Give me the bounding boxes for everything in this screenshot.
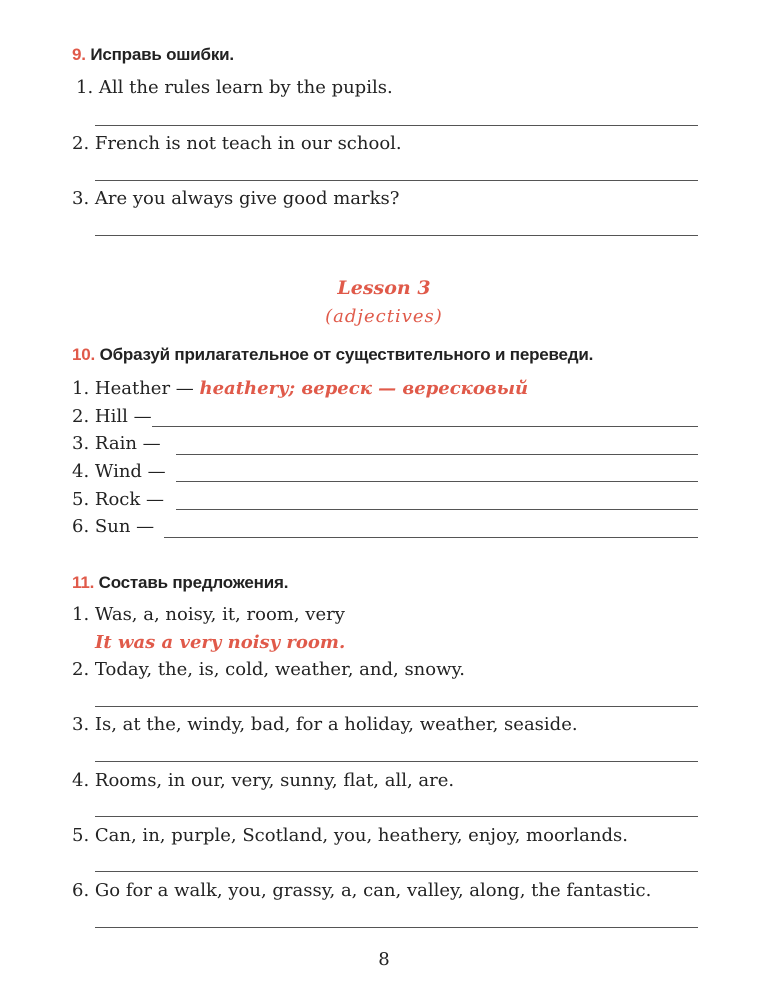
answer-line[interactable] bbox=[176, 454, 698, 455]
page-number: 8 bbox=[378, 949, 390, 970]
answer-line[interactable] bbox=[95, 871, 698, 872]
ex11-item-6: 6. Go for a walk, you, grassy, a, can, valley, along, the fantastic. bbox=[72, 880, 652, 901]
ex11-item-3: 3. Is, at the, windy, bad, for a holiday, weather, seaside. bbox=[72, 714, 578, 735]
exercise-9-heading bbox=[72, 44, 234, 66]
answer-line[interactable] bbox=[95, 235, 698, 236]
ex10-item-5: 5. Rock — bbox=[72, 489, 164, 510]
exercise-11-heading: 11. Составь предложения. bbox=[72, 573, 289, 592]
ex9-item-3: 3. Are you always give good marks? bbox=[72, 188, 400, 209]
lesson-title: Lesson 3 bbox=[337, 277, 431, 299]
lesson-subtitle: (adjectives) bbox=[325, 306, 443, 327]
ex11-item-2: 2. Today, the, is, cold, weather, and, snowy. bbox=[72, 659, 466, 680]
exercise-10-heading: 10. Образуй прилагательное от существительного и переведи. bbox=[72, 345, 594, 364]
answer-line[interactable] bbox=[95, 125, 698, 126]
exercise-number: 9. bbox=[72, 45, 86, 64]
ex10-item-2: 2. Hill — bbox=[72, 406, 152, 427]
answer-line[interactable] bbox=[95, 761, 698, 762]
sample-answer: It was a very noisy room. bbox=[95, 632, 346, 653]
answer-line[interactable] bbox=[176, 509, 698, 510]
ex11-item-4: 4. Rooms, in our, very, sunny, flat, all, are. bbox=[72, 770, 455, 791]
ex10-item-1: 1. Heather — heathery; вереск — вересковый bbox=[72, 378, 529, 399]
ex9-item-2: 2. French is not teach in our school. bbox=[72, 133, 402, 154]
answer-line[interactable] bbox=[164, 537, 698, 538]
ex10-item-4: 4. Wind — bbox=[72, 461, 166, 482]
sample-answer: heathery; вереск — вересковый bbox=[199, 378, 529, 399]
ex9-item-1: 1. All the rules learn by the pupils. bbox=[76, 77, 393, 98]
answer-line[interactable] bbox=[176, 481, 698, 482]
ex10-item-6: 6. Sun — bbox=[72, 516, 155, 537]
answer-line[interactable] bbox=[95, 816, 698, 817]
answer-line[interactable] bbox=[95, 180, 698, 181]
exercise-title: Исправь ошибки. bbox=[90, 45, 234, 64]
answer-line[interactable] bbox=[152, 426, 698, 427]
answer-line[interactable] bbox=[95, 706, 698, 707]
ex10-item-3: 3. Rain — bbox=[72, 433, 161, 454]
ex11-item-1: 1. Was, a, noisy, it, room, very bbox=[72, 604, 345, 625]
answer-line[interactable] bbox=[95, 927, 698, 928]
ex11-item-5: 5. Can, in, purple, Scotland, you, heathery, enjoy, moorlands. bbox=[72, 825, 628, 846]
